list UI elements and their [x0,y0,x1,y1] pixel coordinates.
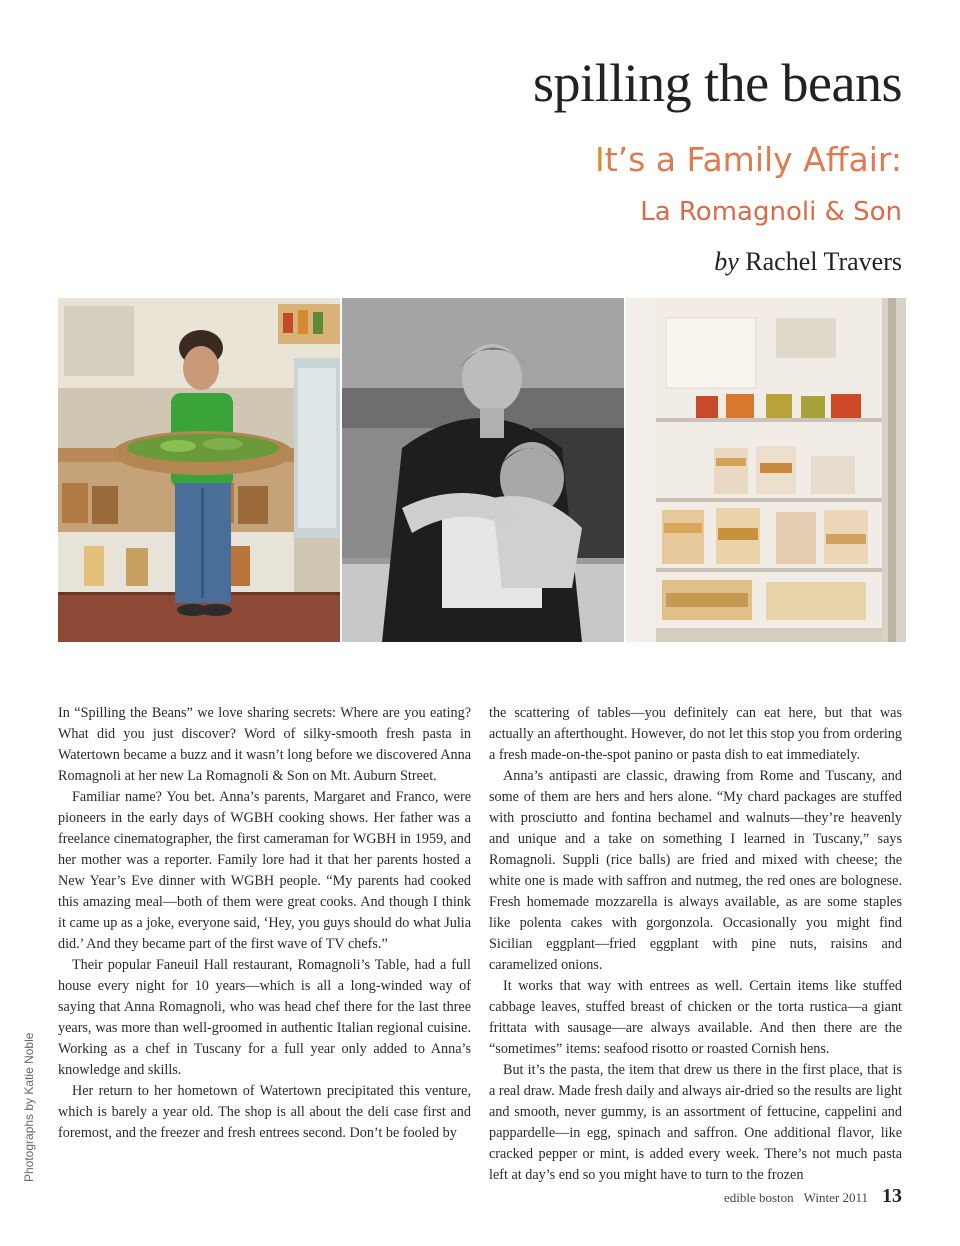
article-paragraph: Familiar name? You bet. Anna’s parents, Margaret and Franco, were pioneers in the early days of WGBH cooking shows. Her father was a freelance cinematographer, the first cameraman for WGBH in 1959, and her mother was a reporter. Family lore had it that her parents hosted a New Year’s Eve dinner with WGBH people. “My parents had cooked this amazing meal—both of them were great cooks. And though I think it came up as a joke, everyone said, ‘Hey, you guys should do what Julia did.’ And they became part of the first wave of TV chefs.” [58,789,471,952]
photo-chef-and-son [342,298,624,642]
issue-date: Winter 2011 [803,1190,868,1205]
article-column-right [489,703,902,1186]
article-headline [594,140,902,179]
page-footer [724,1185,902,1208]
headline-text: t’s a Family Affair: [604,140,902,179]
photo-credit: Photographs by Katie Noble [22,1032,36,1182]
article-subtitle: La Romagnoli & Son [640,197,902,227]
byline-prefix: by [714,247,739,276]
headline-first-letter: I [594,140,605,179]
article-paragraph: Their popular Faneuil Hall restaurant, Romagnoli’s Table, had a full house every night for 10 years—which is all a long-winded way of saying that Anna Romagnoli, who was head chef there for the last three years, was more than well-groomed in authentic Italian regional cuisine. Working as a chef in Tuscany for a full year only added to Anna’s knowledge and skills. [58,957,471,1078]
article-paragraph: It works that way with entrees as well. Certain items like stuffed cabbage leaves, stuffed breast of chicken or the torta rustica—a giant frittata with sausage—are always available. And then there are the “sometimes” items: seafood risotto or roasted Cornish hens. [489,978,902,1057]
photo-boy-with-greens [58,298,340,642]
photo-strip [58,298,906,642]
article-paragraph: In “Spilling the Beans” we love sharing secrets: Where are you eating? What did you just discover? Word of silky-smooth fresh pasta in Watertown became a buzz and it wasn’t long before we discovered Anna Romagnoli at her new La Romagnoli & Son on Mt. Auburn Street. [58,705,471,784]
byline [714,249,902,275]
article-paragraph: the scattering of tables—you definitely can eat here, but that was actually an afterthought. However, do not let this stop you from ordering a fresh made-on-the-spot panino or pasta dish to eat immediately. [489,705,902,763]
article-column-left [58,703,471,1144]
publication-name: edible boston [723,1190,794,1205]
section-title: spilling the beans [533,53,902,113]
byline-author: Rachel Travers [745,247,902,276]
article-paragraph: But it’s the pasta, the item that drew us there in the first place, that is a real draw. Made fresh daily and always air-dried so the results are light and smooth, never gummy, is an assortment of fettucine, cappelini and pappardelle—in egg, spinach and saffron. One additional flavor, like cracked pepper or mint, is added every week. There’s not much pasta left at day’s end so you might have to turn to the frozen [489,1062,902,1183]
article-paragraph: Anna’s antipasti are classic, drawing from Rome and Tuscany, and some of them are hers and hers alone. “My chard packages are stuffed with prosciutto and fontina bechamel and walnuts—they’re heavenly and unique and a take on something I learned in Tuscany,” says Romagnoli. Suppli (rice balls) are fried and mixed with cheese; the white one is made with saffron and nutmeg, the red ones are bolognese. Fresh homemade mozzarella is always available, as are some staples like polenta cakes with gorgonzola. Occasionally you might find Sicilian eggplant—fried eggplant with pine nuts, raisins and caramelized onions. [489,768,902,973]
page-number: 13 [882,1185,902,1207]
photo-deli-freezer-case [626,298,906,642]
article-paragraph: Her return to her hometown of Watertown precipitated this venture, which is barely a year old. The shop is all about the deli case first and foremost, and the freezer and fresh entrees second. Don’t be fooled by [58,1083,471,1141]
